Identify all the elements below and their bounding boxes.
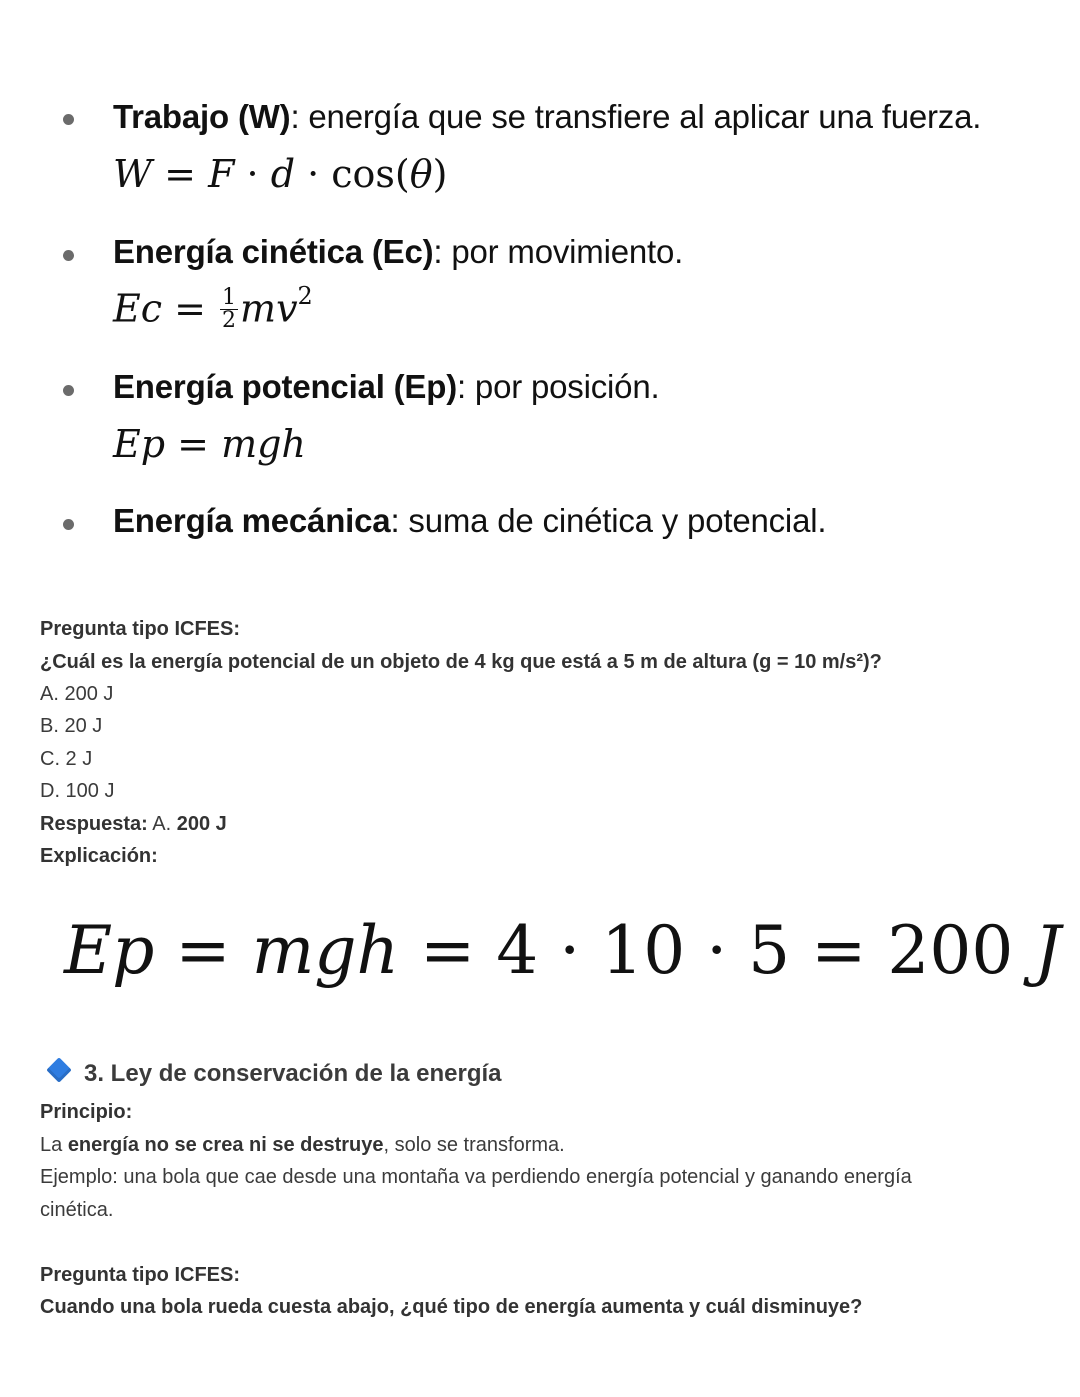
- desc-mecanica: : suma de cinética y potencial.: [390, 502, 827, 539]
- desc-cinetica: : por movimiento.: [433, 233, 684, 270]
- bullet-dot: [63, 519, 74, 530]
- q1-option-c: C. 2 J: [40, 748, 93, 770]
- blue-diamond-icon: [46, 1057, 71, 1082]
- principle-text: La energía no se crea ni se destruye, solo se transforma.: [40, 1134, 565, 1156]
- bullet-dot: [63, 385, 74, 396]
- q1-option-d: D. 100 J: [40, 780, 115, 802]
- desc-trabajo: : energía que se transfiere al aplicar una fuerza.: [290, 98, 982, 135]
- q1-heading: Pregunta tipo ICFES:: [40, 618, 240, 640]
- section-3-heading: 3. Ley de conservación de la energía: [44, 1060, 502, 1088]
- q2-question: Cuando una bola rueda cuesta abajo, ¿qué tipo de energía aumenta y cuál disminuye?: [40, 1296, 863, 1318]
- principle-label: Principio:: [40, 1101, 133, 1123]
- term-potencial: Energía potencial (Ep): [113, 368, 457, 405]
- q2-heading: Pregunta tipo ICFES:: [40, 1264, 240, 1286]
- bullet-dot: [63, 250, 74, 261]
- example-line-2: cinética.: [40, 1199, 114, 1221]
- formula-cinetica: Ec = $\frac{1}{2}$ $mv^2$: [113, 282, 313, 333]
- q1-option-b: B. 20 J: [40, 715, 103, 737]
- q1-answer: Respuesta: A. 200 J: [40, 813, 227, 835]
- bullet-dot: [63, 114, 74, 125]
- term-cinetica: Energía cinética (Ec): [113, 233, 434, 270]
- term-trabajo: Trabajo (W): [113, 98, 291, 135]
- formula-trabajo: W = F · d · cos(θ): [113, 152, 448, 196]
- q1-option-a: A. 200 J: [40, 683, 114, 705]
- q1-explanation-label: Explicación:: [40, 845, 158, 867]
- formula-potencial: Ep = mgh: [113, 422, 306, 466]
- desc-potencial: : por posición.: [457, 368, 660, 405]
- q1-question: ¿Cuál es la energía potencial de un objeto de 4 kg que está a 5 m de altura (g = 10 m/s²)?: [40, 651, 882, 673]
- term-mecanica: Energía mecánica: [113, 502, 391, 539]
- explanation-formula: Ep = mgh = 4 · 10 · 5 = 200 J: [64, 912, 1061, 989]
- example-line-1: Ejemplo: una bola que cae desde una montaña va perdiendo energía potencial y ganando energía: [40, 1166, 912, 1188]
